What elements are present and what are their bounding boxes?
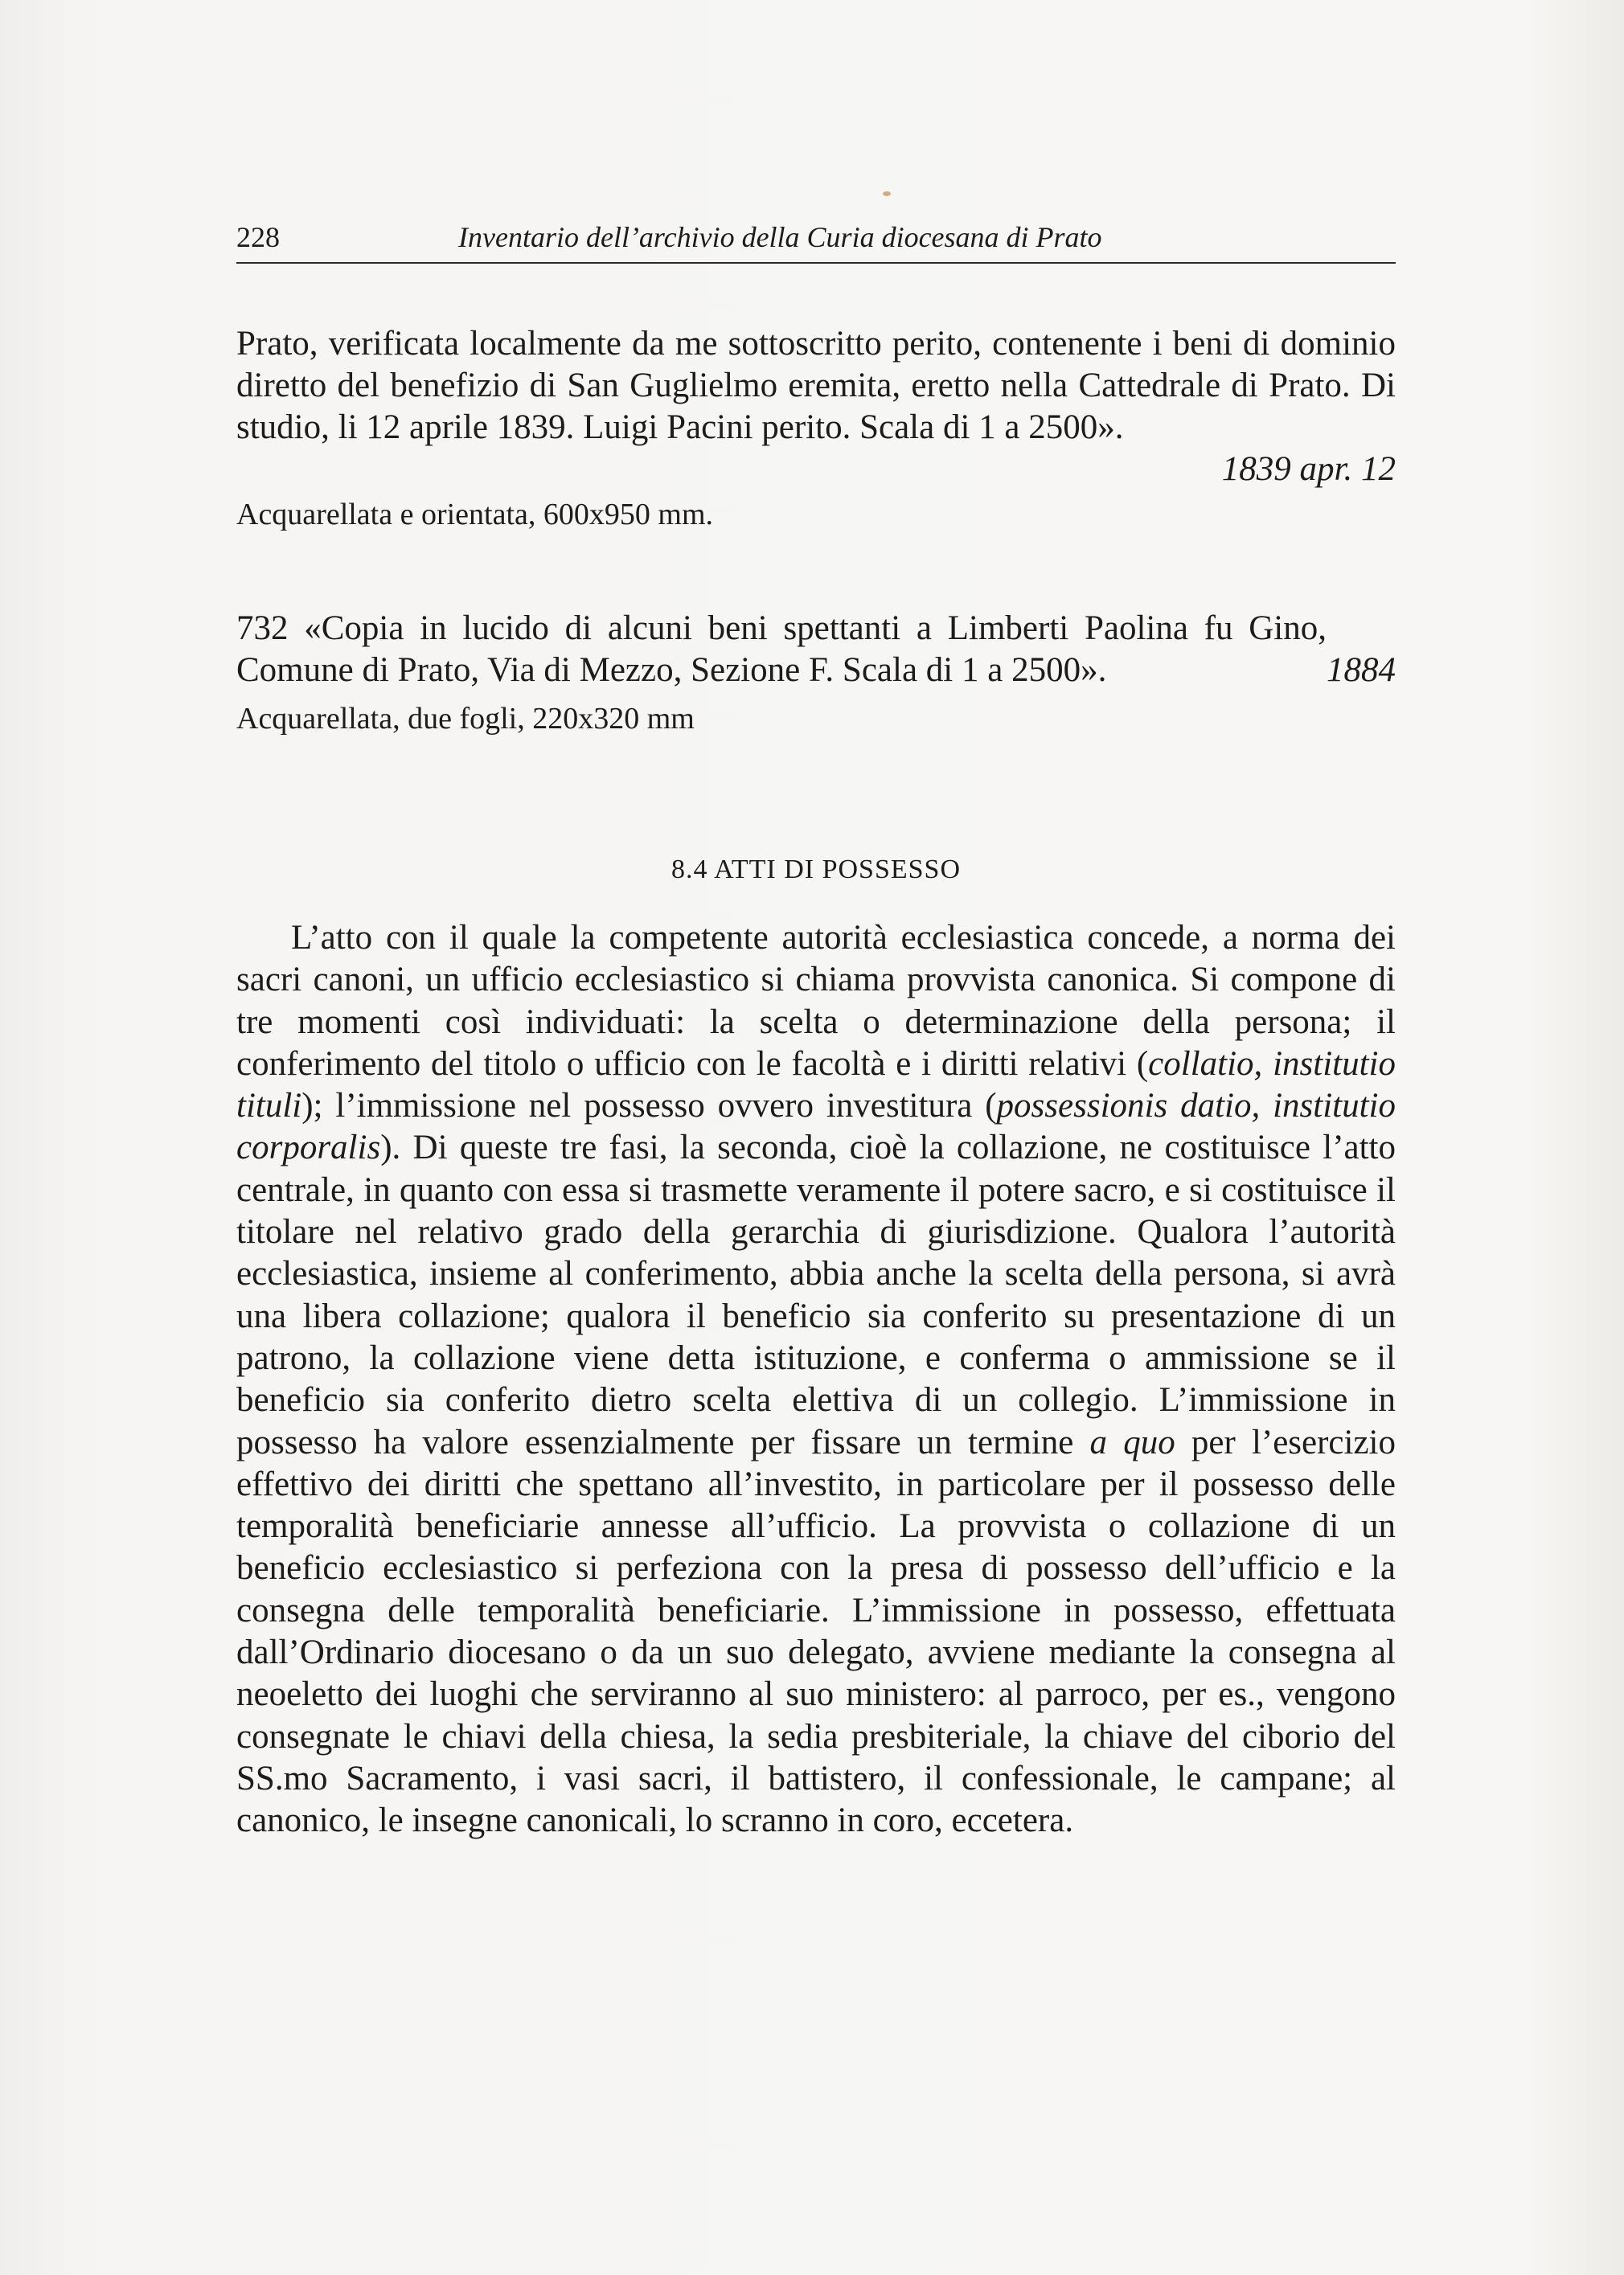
entry-732-description: Acquarellata, due fogli, 220x320 mm: [236, 702, 695, 736]
entry-731-continuation: [236, 323, 1396, 535]
paper-speck: [883, 191, 891, 196]
section-body-paragraph: [236, 917, 1396, 1843]
body-part-4: per l’esercizio effettivo dei diritti che spettano all’investito, in particolare per il possesso delle temporalità beneficiarie annesse all’ufficio. La provvista o collazione di un beneficio ecclesiastico si perfeziona con la presa di possesso dell’ufficio e la consegna delle temporalità beneficiarie. L’immissione in possesso, effettuata dall’Ordinario diocesano o da un suo delegato, avviene mediante la consegna al neoeletto dei luoghi che serviranno al suo ministero: al parroco, per es., vengono consegnate le chiavi della chiesa, la sedia presbiteriale, la chiave del ciborio del SS.mo Sacramento, i vasi sacri, il battistero, il confessionale, le campane; al canonico, le insegne canonicali, lo scranno in coro, eccetera.: [236, 1423, 1396, 1840]
body-italic-1: collatio, institutio tituli: [236, 1044, 1396, 1125]
running-title: Inventario dell’archivio della Curia diocesana di Prato: [458, 221, 1102, 253]
entry-732: [236, 608, 1396, 740]
entry-731-text: Prato, verificata localmente da me sottoscritto perito, contenente i beni di dominio diretto del benefizio di San Guglielmo eremita, eretto nella Cattedrale di Prato. Di studio, li 12 aprile 1839. Luigi Pacini perito. Scala di 1 a 2500».: [236, 325, 1396, 446]
body-part-1: L’atto con il quale la competente autorità ecclesiastica concede, a norma dei sacri canoni, un ufficio ecclesiastico si chiama provvista canonica. Si compone di tre momenti così individuati: la scelta o determinazione della persona; il conferimento del titolo o ufficio con le facoltà e i diritti relativi (: [236, 919, 1396, 1083]
body-part-3: ). Di queste tre fasi, la seconda, cioè la collazione, ne costituisce l’atto centrale, in quanto con essa si trasmette veramente il potere sacro, e si costituisce il titolare nel relativo grado della gerarchia di giurisdizione. Qualora l’autorità ecclesiastica, insieme al conferimento, abbia anche la scelta della persona, si avrà una libera collazione; qualora il beneficio sia conferito su presentazione di un patrono, la collazione viene detta istituzione, e conferma o ammissione se il beneficio sia conferito dietro scelta elettiva di un collegio. L’immissione in possesso ha valore essenzialmente per fissare un termine: [236, 1129, 1396, 1461]
entry-731-date: 1839 apr. 12: [1221, 450, 1396, 488]
section-heading: 8.4 ATTI DI POSSESSO: [671, 855, 962, 884]
body-italic-2: possessionis datio, institutio corporalis: [236, 1087, 1396, 1167]
entry-732-body: [236, 608, 1396, 691]
entry-732-text: 732 «Copia in lucido di alcuni beni spettanti a Limberti Paolina fu Gino, Comune di Prato, Via di Mezzo, Sezione F. Scala di 1 a 2500».: [236, 609, 1327, 689]
body-part-2: ); l’immissione nel possesso ovvero investitura (: [301, 1087, 997, 1125]
body-italic-3: a quo: [1089, 1423, 1175, 1461]
entry-731-description: Acquarellata e orientata, 600x950 mm.: [236, 498, 714, 531]
entry-732-date: 1884: [1327, 651, 1396, 689]
page-number: 228: [236, 221, 280, 253]
running-header: [236, 219, 1396, 264]
